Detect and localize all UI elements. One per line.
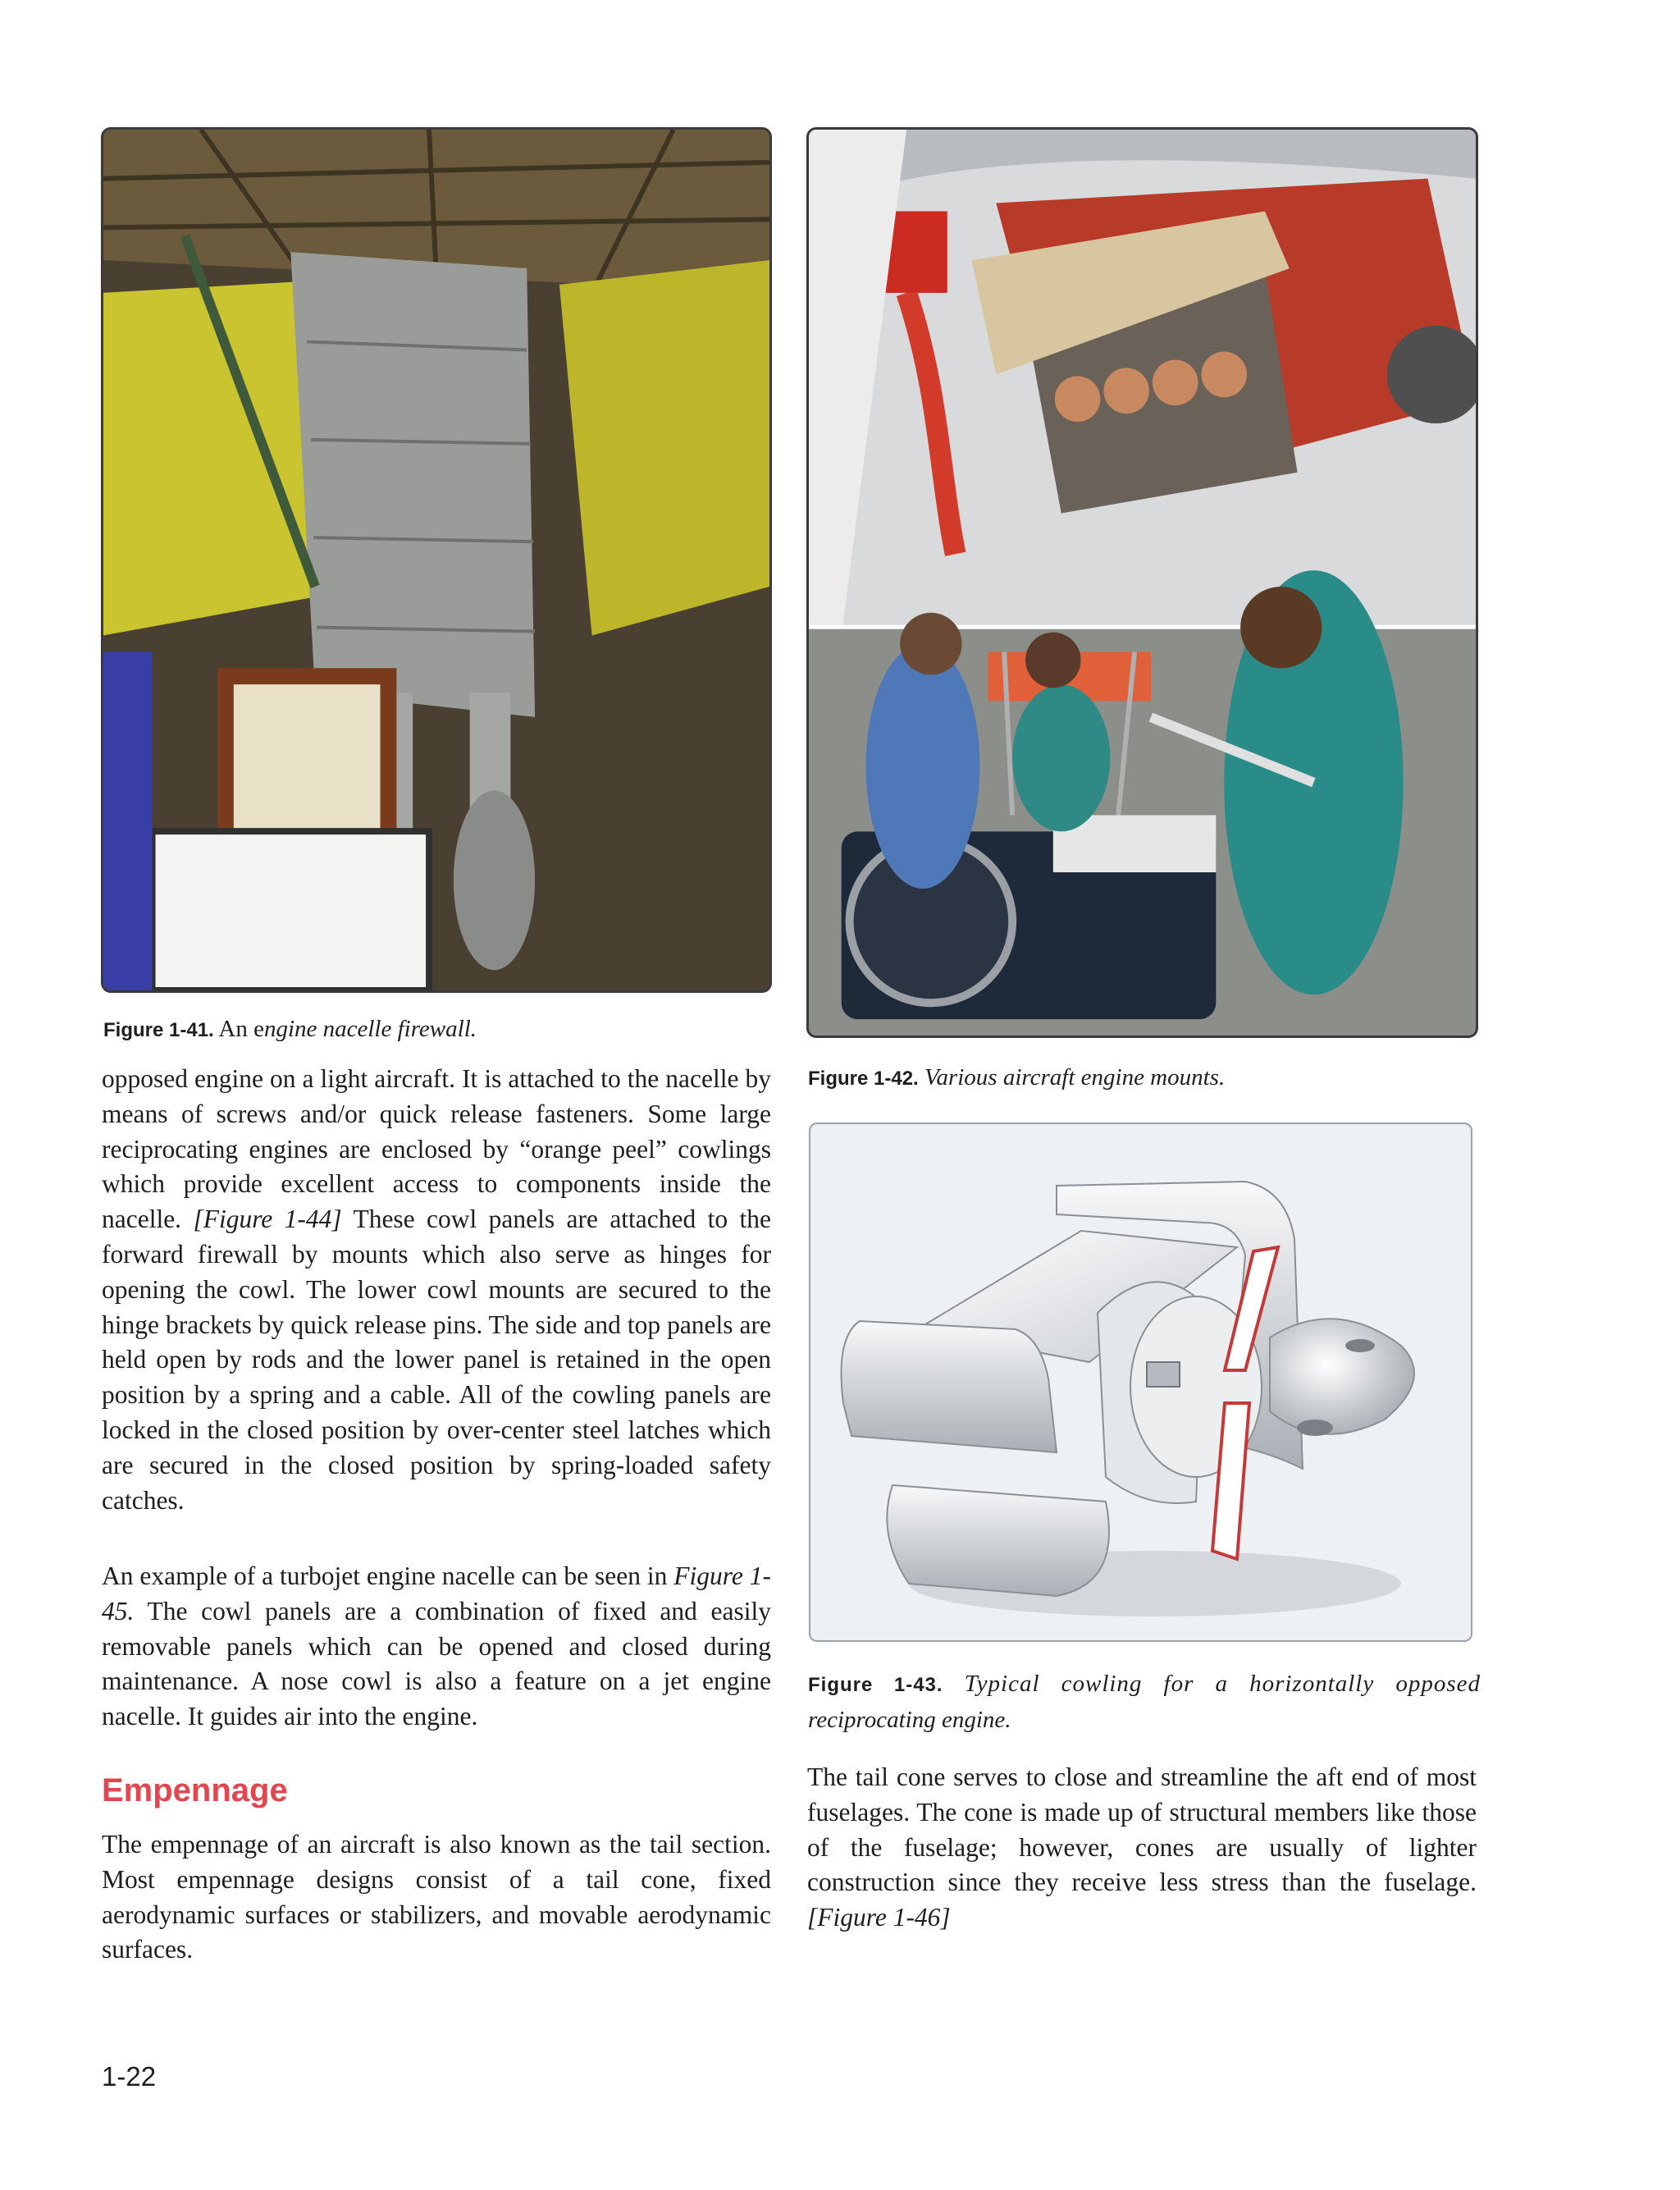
figure-41-caption [103, 1012, 776, 1048]
figure-43-caption-text-1: Typical cowling for a horizontally opposed [964, 1671, 1481, 1697]
paragraph-tail-cone [807, 1760, 1477, 1936]
paragraph-empennage-text: The empennage of an aircraft is also known as the tail section. Most empennage designs consist of a tail cone, fixed aerodynamic surfaces or stabilizers, and movable aerodynamic surfaces. [102, 1830, 771, 1964]
figure-1-45-reference: Figure 1-45. [102, 1561, 771, 1625]
figure-41-label: Figure 1-41. [103, 1019, 214, 1041]
paragraph-empennage [102, 1827, 771, 1968]
figure-1-44-reference: [Figure 1-44] [193, 1205, 342, 1234]
engine-mounts-image [809, 130, 1476, 1036]
paragraph-turbojet-nacelle [102, 1559, 771, 1735]
figure-43-caption [808, 1667, 1481, 1738]
paragraph-turbojet-part-a: An example of a turbojet engine nacelle can be seen in [102, 1561, 674, 1590]
figure-41-photo [101, 127, 772, 993]
figure-42-caption [808, 1060, 1481, 1096]
figure-41-caption-lead: An e [218, 1016, 264, 1042]
figure-42-caption-text: Various aircraft engine mounts. [924, 1064, 1226, 1090]
figure-43-caption-text-2: reciprocating engine. [808, 1707, 1011, 1733]
figure-43-label: Figure 1-43. [808, 1674, 943, 1696]
figure-43-illustration [809, 1122, 1472, 1642]
paragraph-tail-cone-text: The tail cone serves to close and streamline the aft end of most fuselages. The cone is made up of structural members like those of the fuselage; however, cones are usually of lighter construction since they receive less stress than the fuselage. [807, 1763, 1477, 1897]
paragraph-cowlings-part-b: These cowl panels are attached to the forward firewall by mounts which also serve as hinges for opening the cowl. The lower cowl mounts are secured to the hinge brackets by quick release pins. The side and top panels are held open by rods and the lower panel is retained in the open position by a spring and a cable. All of the cowling panels are locked in the closed position by over-center steel latches which are secured in the closed position by spring-loaded safety catches. [102, 1205, 771, 1515]
figure-42-photo [806, 127, 1478, 1038]
figure-42-label: Figure 1-42. [808, 1068, 919, 1090]
page-number: 1-22 [102, 2061, 157, 2092]
paragraph-cowlings-part-a: opposed engine on a light aircraft. It is attached to the nacelle by means of screws and/or quick release fasteners. Some large reciprocating engines are enclosed by “orange peel” cowlings which provide excellent access to components inside the nacelle. [102, 1064, 771, 1234]
firewall-image [103, 130, 769, 990]
figure-1-46-reference: [Figure 1-46] [807, 1903, 951, 1932]
figure-41-caption-text: ngine nacelle firewall. [263, 1016, 477, 1042]
figure-43-caption-line1 [808, 1667, 1481, 1703]
paragraph-turbojet-part-b: The cowl panels are a combination of fixed and easily removable panels which can be opened and closed during maintenance. A nose cowl is also a feature on a jet engine nacelle. It guides air into the engine. [102, 1596, 771, 1731]
section-heading-empennage: Empennage [102, 1772, 288, 1808]
cowling-diagram [810, 1124, 1472, 1642]
paragraph-cowlings [102, 1062, 771, 1518]
